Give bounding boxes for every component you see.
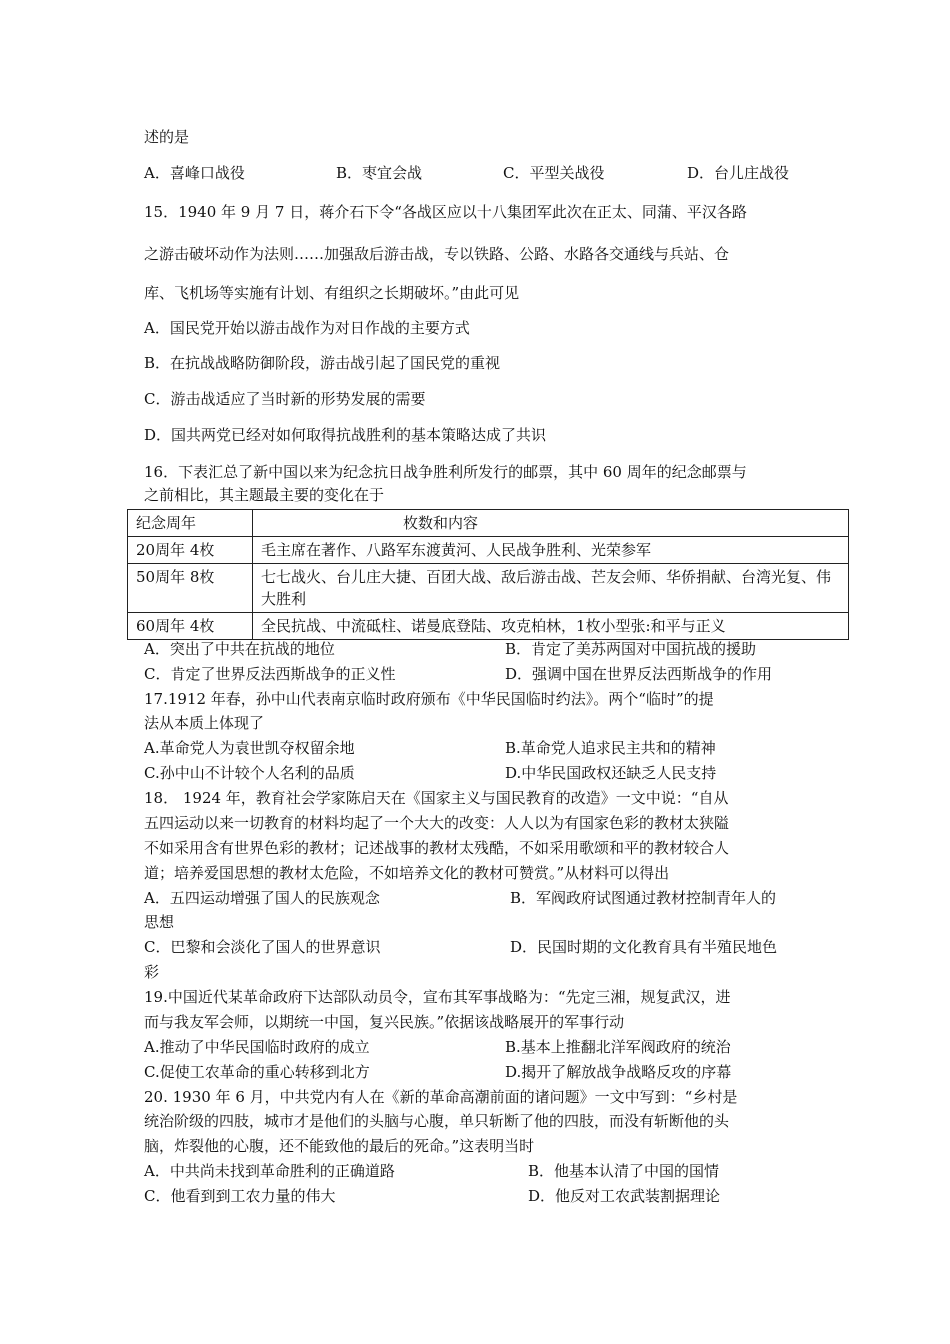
q16-stem-line: 之前相比，其主题最主要的变化在于 [144, 486, 385, 504]
q20-option-a: A．中共尚未找到革命胜利的正确道路 [144, 1162, 395, 1180]
q19-stem-line: 而与我友军会师，以期统一中国，复兴民族。”依据该战略展开的军事行动 [144, 1013, 625, 1031]
q17-stem-line: 17.1912 年春，孙中山代表南京临时政府颁布《中华民国临时约法》。两个“临时”的提 [144, 690, 714, 708]
table-header-cell: 纪念周年 [128, 510, 253, 537]
q18-stem-line: 道；培养爱国思想的教材太危险，不如培养文化的教材可赞赏。”从材料可以得出 [144, 864, 670, 882]
table-row [128, 537, 849, 564]
q20-stem-line: 脑，炸裂他的心腹，还不能致他的最后的死命。”这表明当时 [144, 1137, 535, 1155]
q15-option-c: C．游击战适应了当时新的形势发展的需要 [144, 390, 426, 408]
q19-option-b: B.基本上推翻北洋军阀政府的统治 [505, 1038, 731, 1056]
q16-option-d: D．强调中国在世界反法西斯战争的作用 [505, 665, 773, 683]
q19-option-a: A.推动了中华民国临时政府的成立 [144, 1038, 370, 1056]
q14-stem-tail: 述的是 [144, 128, 190, 146]
q18-option-b-wrap: 思想 [144, 913, 175, 931]
q19-stem-line: 19.中国近代某革命政府下达部队动员令，宣布其军事战略为：“先定三湘，规复武汉，进 [144, 988, 731, 1006]
table-cell: 毛主席在著作、八路军东渡黄河、人民战争胜利、光荣参军 [253, 537, 849, 564]
q18-stem-line: 18． 1924 年，教育社会学家陈启天在《国家主义与国民教育的改造》一文中说：“自从 [144, 789, 729, 807]
table-cell: 50周年 8枚 [128, 564, 253, 613]
q18-option-d-wrap: 彩 [144, 963, 160, 981]
q18-option-c: C．巴黎和会淡化了国人的世界意识 [144, 938, 381, 956]
q16-option-a: A．突出了中共在抗战的地位 [144, 640, 335, 658]
q15-stem-line: 之游击破坏动作为法则……加强敌后游击战，专以铁路、公路、水路各交通线与兵站、仓 [144, 245, 730, 263]
table-cell: 60周年 4枚 [128, 613, 253, 640]
q17-option-b: B.革命党人追求民主共和的精神 [505, 739, 716, 757]
table-cell: 20周年 4枚 [128, 537, 253, 564]
table-row [128, 613, 849, 640]
q15-stem-line: 15．1940 年 9 月 7 日，蒋介石下令“各战区应以十八集团军此次在正太、同蒲、平汉各路 [144, 203, 747, 221]
q17-option-d: D.中华民国政权还缺乏人民支持 [505, 764, 717, 782]
q15-option-b: B．在抗战战略防御阶段，游击战引起了国民党的重视 [144, 354, 501, 372]
q16-option-b: B．肯定了美苏两国对中国抗战的援助 [505, 640, 757, 658]
q19-option-d: D.揭开了解放战争战略反攻的序幕 [505, 1063, 732, 1081]
q17-stem-line: 法从本质上体现了 [144, 714, 265, 732]
q20-stem-line: 统治阶级的四肢，城市才是他们的头脑与心腹，单只斩断了他的四肢，而没有斩断他的头 [144, 1112, 730, 1130]
q16-stem-line: 16．下表汇总了新中国以来为纪念抗日战争胜利所发行的邮票，其中 60 周年的纪念邮票与 [144, 463, 747, 481]
q15-option-d: D．国共两党已经对如何取得抗战胜利的基本策略达成了共识 [144, 426, 547, 444]
q20-option-c: C．他看到到工农力量的伟大 [144, 1187, 336, 1205]
q18-option-d: D．民国时期的文化教育具有半殖民地色 [510, 938, 778, 956]
q18-option-a: A．五四运动增强了国人的民族观念 [144, 889, 380, 907]
table-cell: 全民抗战、中流砥柱、诺曼底登陆、攻克柏林，1枚小型张:和平与正义 [253, 613, 849, 640]
q14-option-c: C．平型关战役 [503, 164, 605, 182]
table-cell: 七七战火、台儿庄大捷、百团大战、敌后游击战、芒友会师、华侨捐献、台湾光复、伟大胜利 [253, 564, 849, 613]
q20-option-d: D．他反对工农武装割据理论 [528, 1187, 721, 1205]
q17-option-c: C.孙中山不计较个人名利的品质 [144, 764, 355, 782]
q14-option-d: D．台儿庄战役 [687, 164, 790, 182]
q16-option-c: C．肯定了世界反法西斯战争的正义性 [144, 665, 396, 683]
q18-stem-line: 五四运动以来一切教育的材料均起了一个大大的改变：人人以为有国家色彩的教材太狭隘 [144, 814, 730, 832]
q14-option-a: A．喜峰口战役 [144, 164, 245, 182]
stamp-table [127, 509, 849, 640]
q17-option-a: A.革命党人为袁世凯夺权留余地 [144, 739, 355, 757]
q18-stem-line: 不如采用含有世界色彩的教材；记述战事的教材太残酷，不如采用歌颂和平的教材较合人 [144, 839, 730, 857]
table-header-cell: 枚数和内容 [253, 510, 849, 537]
table-row [128, 564, 849, 613]
q20-option-b: B．他基本认清了中国的国情 [528, 1162, 720, 1180]
q14-option-b: B．枣宜会战 [336, 164, 423, 182]
q15-stem-line: 库、飞机场等实施有计划、有组织之长期破坏。”由此可见 [144, 284, 520, 302]
q15-option-a: A．国民党开始以游击战作为对日作战的主要方式 [144, 319, 470, 337]
table-header-row [128, 510, 849, 537]
q20-stem-line: 20. 1930 年 6 月，中共党内有人在《新的革命高潮前面的诸问题》一文中写到：“乡村是 [144, 1088, 738, 1106]
q18-option-b: B．军阀政府试图通过教材控制青年人的 [510, 889, 777, 907]
q19-option-c: C.促使工农革命的重心转移到北方 [144, 1063, 370, 1081]
